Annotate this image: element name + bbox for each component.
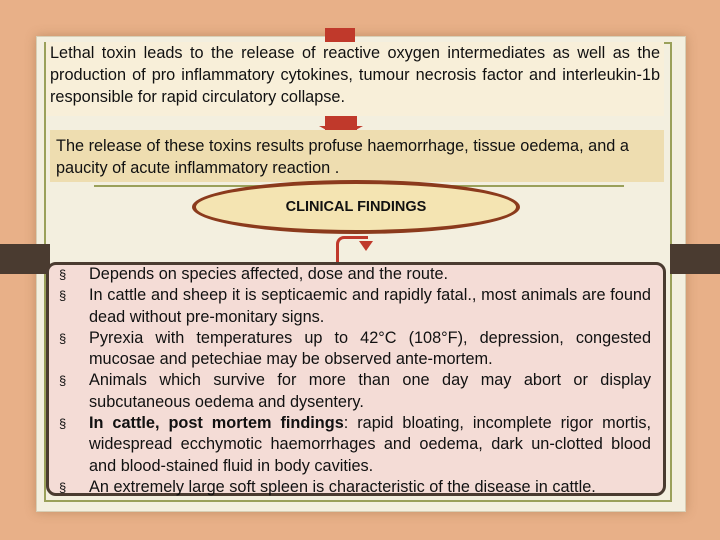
top-arrow-icon <box>325 28 355 42</box>
findings-box <box>46 262 666 496</box>
finding-item <box>59 285 651 328</box>
connector-arrowhead-icon <box>359 241 373 251</box>
bullet-icon: § <box>59 267 67 282</box>
finding-text: An extremely large soft spleen is characteristic of the disease in cattle. <box>89 477 596 496</box>
finding-item <box>59 477 651 498</box>
finding-text: Animals which survive for more than one day may abort or display subcutaneous oedema and dysentery. <box>89 371 651 411</box>
finding-text: In cattle and sheep it is septicaemic and rapidly fatal., most animals are found dead without pre-monitary signs. <box>89 286 651 326</box>
left-tab-decoration <box>0 244 50 274</box>
clinical-findings-heading <box>192 180 520 234</box>
bullet-icon: § <box>59 288 67 304</box>
clinical-findings-label: CLINICAL FINDINGS <box>285 199 427 215</box>
bullet-icon: § <box>59 479 67 495</box>
toxin-release-box <box>50 130 664 182</box>
lethal-toxin-text: Lethal toxin leads to the release of reactive oxygen intermediates as well as the production of pro inflammatory cytokines, tumour necrosis factor and interleukin-1b responsible for rapid circulatory collapse. <box>50 44 660 106</box>
finding-item <box>59 264 651 285</box>
findings-list <box>59 264 651 498</box>
bullet-icon: § <box>59 416 67 432</box>
lethal-toxin-box <box>46 42 664 116</box>
finding-text: Depends on species affected, dose and the route. <box>89 265 449 283</box>
bullet-icon: § <box>59 373 67 389</box>
finding-text: Pyrexia with temperatures up to 42°C (108°F), depression, congested mucosae and petechiae may be observed ante-mortem. <box>89 328 651 369</box>
finding-item <box>59 370 651 413</box>
finding-bold-text: In cattle, post mortem findings <box>89 414 344 433</box>
bullet-icon: § <box>59 330 67 346</box>
finding-text: : rapid bloating, incomplete rigor mortis, widespread ecchymotic haemorrhages and oedema, dark un-clotted blood and blood-stained fluid in body cavities. <box>89 414 651 475</box>
finding-item <box>59 328 651 371</box>
right-tab-decoration <box>670 244 720 274</box>
finding-item <box>59 413 651 477</box>
toxin-release-text: The release of these toxins results profuse haemorrhage, tissue oedema, and a paucity of acute inflammatory reaction . <box>56 137 629 177</box>
